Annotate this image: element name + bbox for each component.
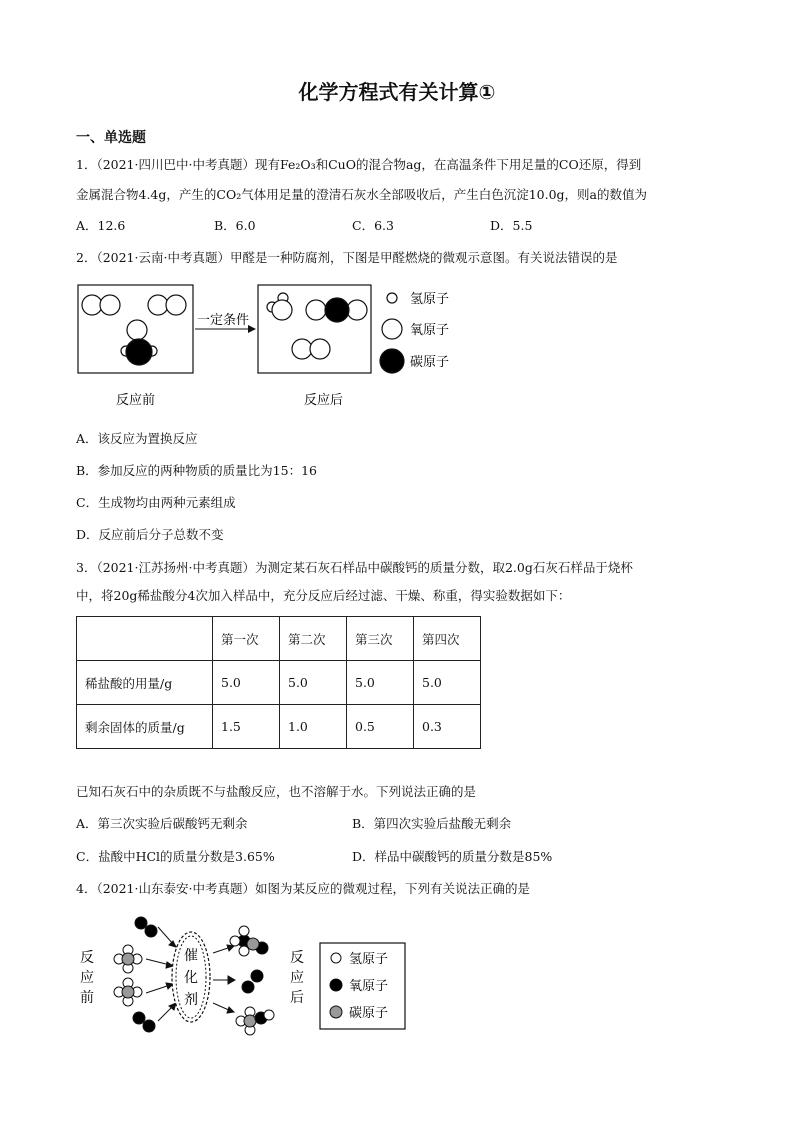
q2-option-d: D．反应前后分子总数不变 xyxy=(76,527,224,542)
table-cell: 1.0 xyxy=(280,705,347,749)
before-char: 应 xyxy=(80,970,94,986)
table-cell: 5.0 xyxy=(213,661,280,705)
after-label: 反应后 xyxy=(304,393,344,408)
catalyst-char: 化 xyxy=(184,970,198,986)
page-title: 化学方程式有关计算① xyxy=(298,80,496,104)
table-cell: 5.0 xyxy=(347,661,414,705)
legend-carbon-label: 碳原子 xyxy=(349,1006,389,1021)
legend-hydrogen-icon xyxy=(331,953,341,963)
catalyst-char: 剂 xyxy=(184,992,198,1008)
table-header-cell: 第四次 xyxy=(414,617,481,661)
q2-option-b: B．参加反应的两种物质的质量比为15：16 xyxy=(76,463,317,478)
table-row xyxy=(77,661,481,705)
q1-option-d: D．5.5 xyxy=(490,218,533,233)
table-cell: 5.0 xyxy=(414,661,481,705)
q1-option-c: C．6.3 xyxy=(352,218,394,233)
before-char: 前 xyxy=(80,990,94,1006)
table-cell: 剩余固体的质量/g xyxy=(77,705,213,749)
legend-hydrogen-label: 氢原子 xyxy=(410,292,450,307)
table-cell: 1.5 xyxy=(213,705,280,749)
q3-line3: 已知石灰石中的杂质既不与盐酸反应，也不溶解于水。下列说法正确的是 xyxy=(76,784,477,799)
after-char: 反 xyxy=(290,950,304,966)
before-char: 反 xyxy=(80,950,94,966)
q3-option-c: C．盐酸中HCl的质量分数是3.65% xyxy=(76,849,275,864)
table-header-cell: 第三次 xyxy=(347,617,414,661)
q4-line1: 4．（2021·山东泰安·中考真题）如图为某反应的微观过程，下列有关说法正确的是 xyxy=(76,881,530,896)
table-header-cell: 第一次 xyxy=(213,617,280,661)
legend-hydrogen-label: 氢原子 xyxy=(349,952,389,967)
after-box xyxy=(258,285,371,373)
legend-carbon-icon xyxy=(380,349,404,373)
formaldehyde-combustion-diagram xyxy=(70,278,470,418)
reaction-micro-diagram xyxy=(70,905,420,1045)
q2-line1: 2．（2021·云南·中考真题）甲醛是一种防腐剂，下图是甲醛燃烧的微观示意图。有关说法错误的是 xyxy=(76,250,618,265)
q3-option-d: D．样品中碳酸钙的质量分数是85% xyxy=(352,849,553,864)
table-header-row xyxy=(77,617,481,661)
q3-line2: 中，将20g稀盐酸分4次加入样品中，充分反应后经过滤、干燥、称重，得实验数据如下： xyxy=(76,588,571,603)
experiment-data-table xyxy=(76,616,481,749)
table-cell: 0.3 xyxy=(414,705,481,749)
q2-option-a: A．该反应为置换反应 xyxy=(76,431,198,446)
legend-carbon-icon xyxy=(330,1006,342,1018)
table-cell: 0.5 xyxy=(347,705,414,749)
q3-option-a: A．第三次实验后碳酸钙无剩余 xyxy=(76,816,248,831)
condition-label: 一定条件 xyxy=(197,313,250,328)
q2-option-c: C．生成物均由两种元素组成 xyxy=(76,495,236,510)
after-char: 应 xyxy=(290,970,304,986)
q3-line1: 3．（2021·江苏扬州·中考真题）为测定某石灰石样品中碳酸钙的质量分数，取2.0g石灰石样品于烧杯 xyxy=(76,560,633,575)
after-char: 后 xyxy=(290,990,304,1006)
q1-line2: 金属混合物4.4g，产生的CO₂气体用足量的澄清石灰水全部吸收后，产生白色沉淀10.0g，则a的数值为 xyxy=(76,187,647,202)
legend-oxygen-icon xyxy=(382,319,402,339)
q3-option-b: B．第四次实验后盐酸无剩余 xyxy=(352,816,512,831)
legend-oxygen-icon xyxy=(330,979,342,991)
table-cell: 稀盐酸的用量/g xyxy=(77,661,213,705)
section-heading: 一、单选题 xyxy=(76,130,146,146)
q1-option-a: A．12.6 xyxy=(76,218,126,233)
legend-oxygen-label: 氧原子 xyxy=(410,323,450,338)
table-header-cell xyxy=(77,617,213,661)
product-molecules xyxy=(230,926,274,1035)
legend-carbon-label: 碳原子 xyxy=(410,355,450,370)
reactant-molecules xyxy=(114,917,157,1032)
q1-option-b: B．6.0 xyxy=(214,218,256,233)
catalyst-char: 催 xyxy=(184,948,198,964)
table-cell: 5.0 xyxy=(280,661,347,705)
q1-line1: 1．（2021·四川巴中·中考真题）现有Fe₂O₃和CuO的混合物ag，在高温条件下用足量的CO还原，得到 xyxy=(76,157,642,172)
table-header-cell: 第二次 xyxy=(280,617,347,661)
before-label: 反应前 xyxy=(116,393,156,408)
table-row xyxy=(77,705,481,749)
legend-hydrogen-icon xyxy=(387,293,397,303)
legend-oxygen-label: 氧原子 xyxy=(349,979,389,994)
